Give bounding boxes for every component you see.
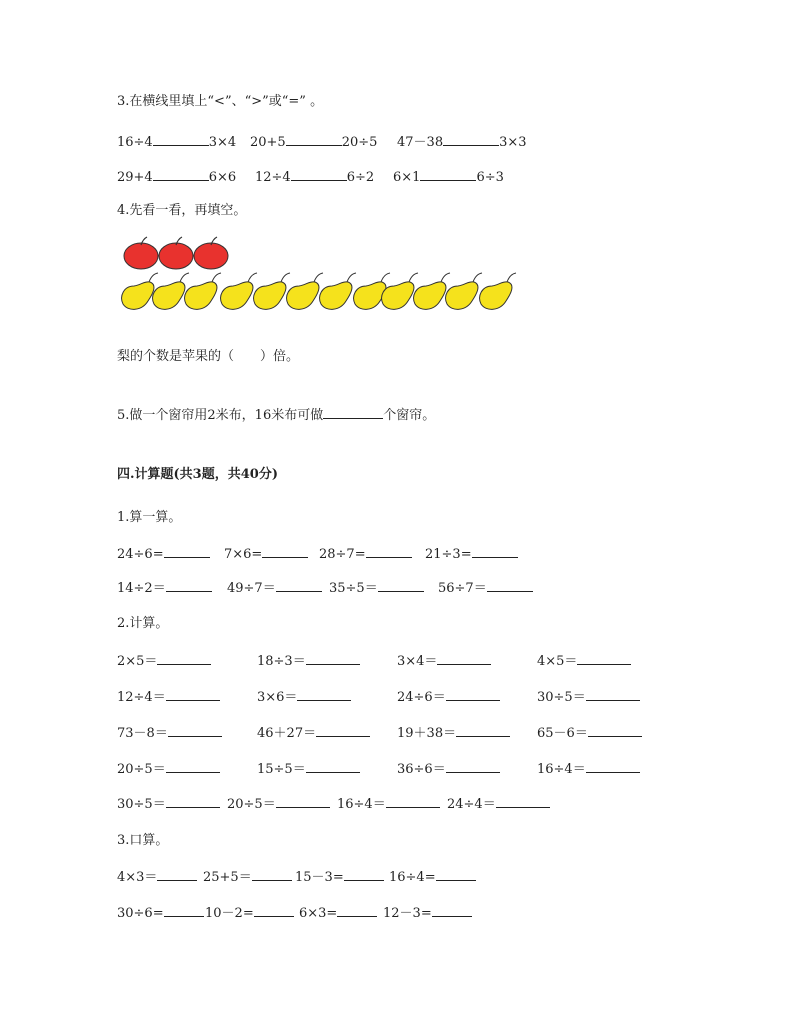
apple-icon bbox=[124, 237, 158, 269]
pear-icon bbox=[287, 273, 323, 309]
answer-blank[interactable] bbox=[586, 760, 640, 773]
q3-left: 12÷4 6÷2 bbox=[255, 170, 375, 185]
calc3-title: 3.口算。 bbox=[117, 833, 169, 848]
answer-blank[interactable] bbox=[496, 795, 550, 808]
answer-blank[interactable] bbox=[323, 406, 383, 419]
answer-blank[interactable] bbox=[386, 795, 440, 808]
q3-left: 20+5 20÷5 bbox=[250, 135, 378, 150]
answer-blank[interactable] bbox=[446, 760, 500, 773]
answer-blank[interactable] bbox=[344, 868, 384, 881]
q3-left: 47－38 3×3 bbox=[397, 135, 527, 150]
q3-left: 6×1 6÷3 bbox=[393, 170, 504, 185]
answer-blank[interactable] bbox=[337, 904, 377, 917]
answer-blank[interactable] bbox=[432, 904, 472, 917]
apple-icon bbox=[159, 237, 193, 269]
pear-icon bbox=[382, 273, 418, 309]
pear-row bbox=[122, 273, 516, 309]
answer-blank[interactable] bbox=[436, 868, 476, 881]
answer-blank[interactable] bbox=[378, 579, 424, 592]
answer-blank[interactable] bbox=[254, 904, 294, 917]
answer-blank[interactable] bbox=[487, 579, 533, 592]
q5-question: 5.做一个窗帘用2米布，16米布可做 个窗帘。 bbox=[117, 408, 436, 423]
answer-blank[interactable] bbox=[588, 724, 642, 737]
pear-icon bbox=[414, 273, 450, 309]
answer-blank[interactable] bbox=[262, 545, 308, 558]
pear-icon bbox=[221, 273, 257, 309]
answer-blank[interactable] bbox=[157, 652, 211, 665]
apple-icon bbox=[194, 237, 228, 269]
answer-blank[interactable] bbox=[166, 579, 212, 592]
q3-title: 3.在横线里填上“<”、“>”或“=” 。 bbox=[117, 94, 324, 109]
pear-icon bbox=[122, 273, 158, 309]
calc1-title: 1.算一算。 bbox=[117, 510, 182, 525]
answer-blank[interactable] bbox=[456, 724, 510, 737]
answer-blank[interactable] bbox=[316, 724, 370, 737]
pear-icon bbox=[446, 273, 482, 309]
section-title: 四.计算题(共3题，共40分) bbox=[117, 467, 278, 482]
answer-blank[interactable] bbox=[164, 545, 210, 558]
q4-question: 梨的个数是苹果的（ ）倍。 bbox=[117, 349, 300, 364]
answer-blank[interactable] bbox=[168, 724, 222, 737]
q3-left: 16÷4 3×4 bbox=[117, 135, 237, 150]
answer-blank[interactable] bbox=[306, 652, 360, 665]
answer-blank[interactable] bbox=[276, 795, 330, 808]
answer-blank[interactable] bbox=[297, 688, 351, 701]
answer-blank[interactable] bbox=[166, 760, 220, 773]
answer-blank[interactable] bbox=[586, 688, 640, 701]
pear-icon bbox=[153, 273, 189, 309]
pear-icon bbox=[480, 273, 516, 309]
calc2-title: 2.计算。 bbox=[117, 616, 169, 631]
answer-blank[interactable] bbox=[157, 868, 197, 881]
answer-blank[interactable] bbox=[252, 868, 292, 881]
answer-blank[interactable] bbox=[577, 652, 631, 665]
answer-blank[interactable] bbox=[437, 652, 491, 665]
pear-icon bbox=[185, 273, 221, 309]
answer-blank[interactable] bbox=[446, 688, 500, 701]
apple-row bbox=[124, 237, 228, 269]
pear-icon bbox=[320, 273, 356, 309]
answer-blank[interactable] bbox=[166, 688, 220, 701]
q3-left: 29+4 6×6 bbox=[117, 170, 237, 185]
answer-blank[interactable] bbox=[306, 760, 360, 773]
answer-blank[interactable] bbox=[366, 545, 412, 558]
answer-blank[interactable] bbox=[164, 904, 204, 917]
answer-blank[interactable] bbox=[276, 579, 322, 592]
answer-blank[interactable] bbox=[472, 545, 518, 558]
answer-blank[interactable] bbox=[166, 795, 220, 808]
pear-icon bbox=[254, 273, 290, 309]
q4-title: 4.先看一看，再填空。 bbox=[117, 203, 247, 218]
